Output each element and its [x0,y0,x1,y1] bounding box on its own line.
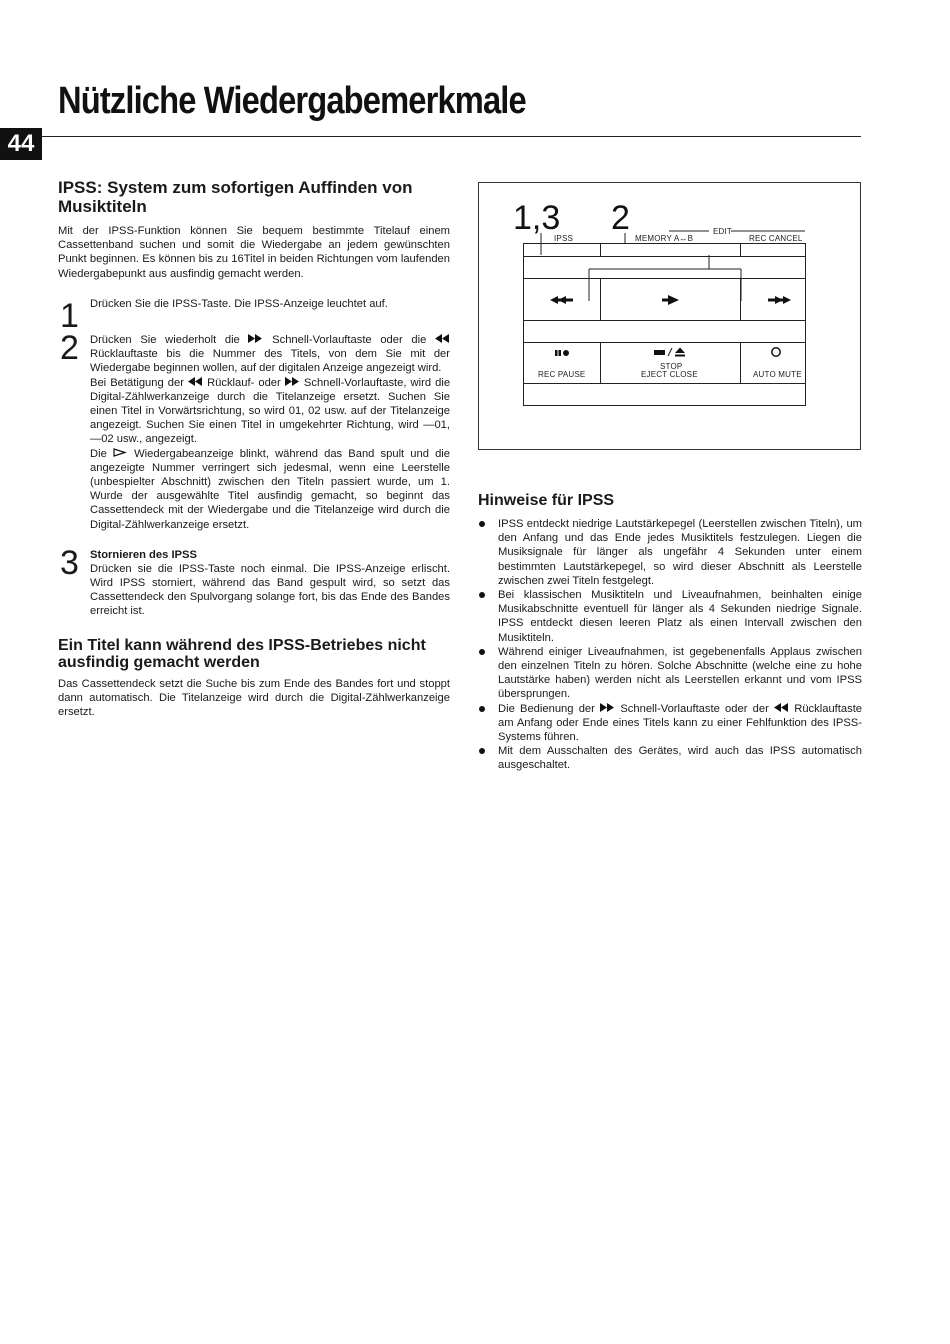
step-2-para-c: Die Wiedergabeanzeige blinkt, während das Band spult und die angezeigte Nummer verringert sich jedesmal, wenn eine Leerstelle (unbespielter Abschnitt) zwischen den Titeln passiert wurde, um 1. Wurde der ausgewählte Titel ausfindig gemacht, so beginnt das Cassettendeck mit der Wiedergabe und die Titelanzeige wird durch die Digital-Zählwerkanzeige ersetzt. [90,447,451,531]
section-not-found-text: Das Cassettendeck setzt die Suche bis zum Ende des Bandes fort und stoppt dann automatisch. Die Titelanzeige wird durch die Digital-Zählwerkanzeige ersetzt. [58,677,450,719]
section-ipss-title: IPSS: System zum sofortigen Auffinden von Musiktiteln [58,178,413,216]
rewind-icon [188,377,203,386]
step-3-text: Drücken sie die IPSS-Taste noch einmal. Die IPSS-Anzeige erlischt. Wird IPSS storniert, während das Band gespult wird, so setzt das Cassettendeck den Spulvorgang solange fort, bis das Ende des Bandes erreicht ist. [90,562,450,618]
cassette-deck-diagram [478,182,861,450]
hint-item: Die Bedienung der Schnell-Vorlauftaste oder der Rücklauftaste am Anfang oder Ende eines Titels kann zu einer Fehlfunktion des IPSS-Systems führen. [478,702,862,745]
fast-forward-button-icon[interactable] [768,296,792,304]
hint-item: Mit dem Ausschalten des Gerätes, wird auch das IPSS automatisch ausgeschaltet. [478,744,862,772]
label-rec-pause: REC PAUSE [538,370,586,379]
hints-title: Hinweise für IPSS [478,492,615,509]
auto-mute-icon[interactable] [770,346,782,358]
callout-1-3: 1,3 [513,199,561,237]
play-button-icon[interactable] [662,295,680,305]
rewind-button-icon[interactable] [550,296,574,304]
label-eject-close: EJECT CLOSE [641,370,698,379]
step-1-text: Drücken Sie die IPSS-Taste. Die IPSS-Anzeige leuchtet auf. [90,297,388,310]
rewind-icon [774,703,789,712]
step-3-number: 3 [60,543,79,582]
callout-2: 2 [611,199,630,237]
hint-item: IPSS entdeckt niedrige Lautstärkepegel (Leerstellen zwischen Titeln), um den Anfang und das Ende jedes Musiktitels festzulegen. Liegen die Musiksignale für länger als ungefähr 4 Sekunden unter einem bestimmten Lautstärkepegel, so wird dieser Abschnitt als Leerstelle zwischen zwei Titeln festgelegt. [478,517,862,588]
hint-item: Während einiger Liveaufnahmen, ist gegebenenfalls Applaus zwischen den einzelnen Titeln zu hören. Solche Abschnitte (welche eine zu hohe Lautstärke haben) werden nicht als Leerstellen erkannt und vom IPSS übersprungen. [478,645,862,702]
fast-forward-icon [600,703,615,712]
step-2 [58,329,451,532]
label-ipss: IPSS [554,234,574,243]
step-1 [58,296,450,335]
hint-item: Bei klassischen Musiktiteln und Liveaufnahmen, beinhalten einige Musikabschnitte eventuell für länger als 4 Sekunden niedrige Signale. IPSS entdeckt diesen leeren Platz als einen Intervall zwischen den Musiktiteln. [478,588,862,645]
step-1-number: 1 [60,296,79,335]
rec-pause-icon[interactable] [555,349,571,357]
fast-forward-icon [285,377,300,386]
control-panel [523,243,806,406]
step-2-para-b: Bei Betätigung der Rücklauf- oder Schnell-Vorlauftaste, wird die Digital-Zählwerkanzeige durch die Titelanzeige ersetzt. Suchen Sie einen Titel in Vorwärtsrichtung, so wird 01, 02 usw. auf der Titelanzeige angezeigt. Suchen Sie einen Titel in umgekehrter Richtung, wird —01, —02 usw., angezeigt. [90,376,451,446]
label-stop: STOP [660,362,683,371]
step-3-title: Stornieren des IPSS [90,548,197,561]
hints-list [478,517,862,773]
title-rule [40,136,861,137]
page-title: Nützliche Wiedergabemerkmale [58,80,526,122]
section-ipss-intro: Mit der IPSS-Funktion können Sie bequem bestimmte Titelauf einem Cassettenband suchen und somit die Wiedergabe an jedem gewünschten Punkt beginnen. Es können bis zu 16Titel in beiden Richtungen vom laufenden Wiedergabepunkt aus ausfindig gemacht werden. [58,225,450,280]
stop-eject-icon[interactable] [654,347,690,357]
left-column [58,178,450,719]
step-2-para-a: Drücken Sie wiederholt die Schnell-Vorlauftaste oder die Rücklauftaste bis die Nummer des Titels, von dem Sie mit der Wiedergabe beginnen wollen, auf der digitalen Anzeige angezeigt wird. [90,334,450,375]
label-edit: EDIT [713,227,733,236]
label-rec-cancel: REC CANCEL [749,234,803,243]
label-memory: MEMORY A↔B [635,234,694,243]
page-number: 44 [0,128,42,160]
section-not-found-title: Ein Titel kann während des IPSS-Betriebes nicht ausfindig gemacht werden [58,636,426,671]
rewind-icon [435,334,450,343]
fast-forward-icon [248,334,263,343]
play-indicator-icon [113,448,128,457]
right-column [478,492,862,773]
step-3 [58,543,450,619]
label-auto-mute: AUTO MUTE [753,370,802,379]
step-2-number: 2 [60,329,79,368]
